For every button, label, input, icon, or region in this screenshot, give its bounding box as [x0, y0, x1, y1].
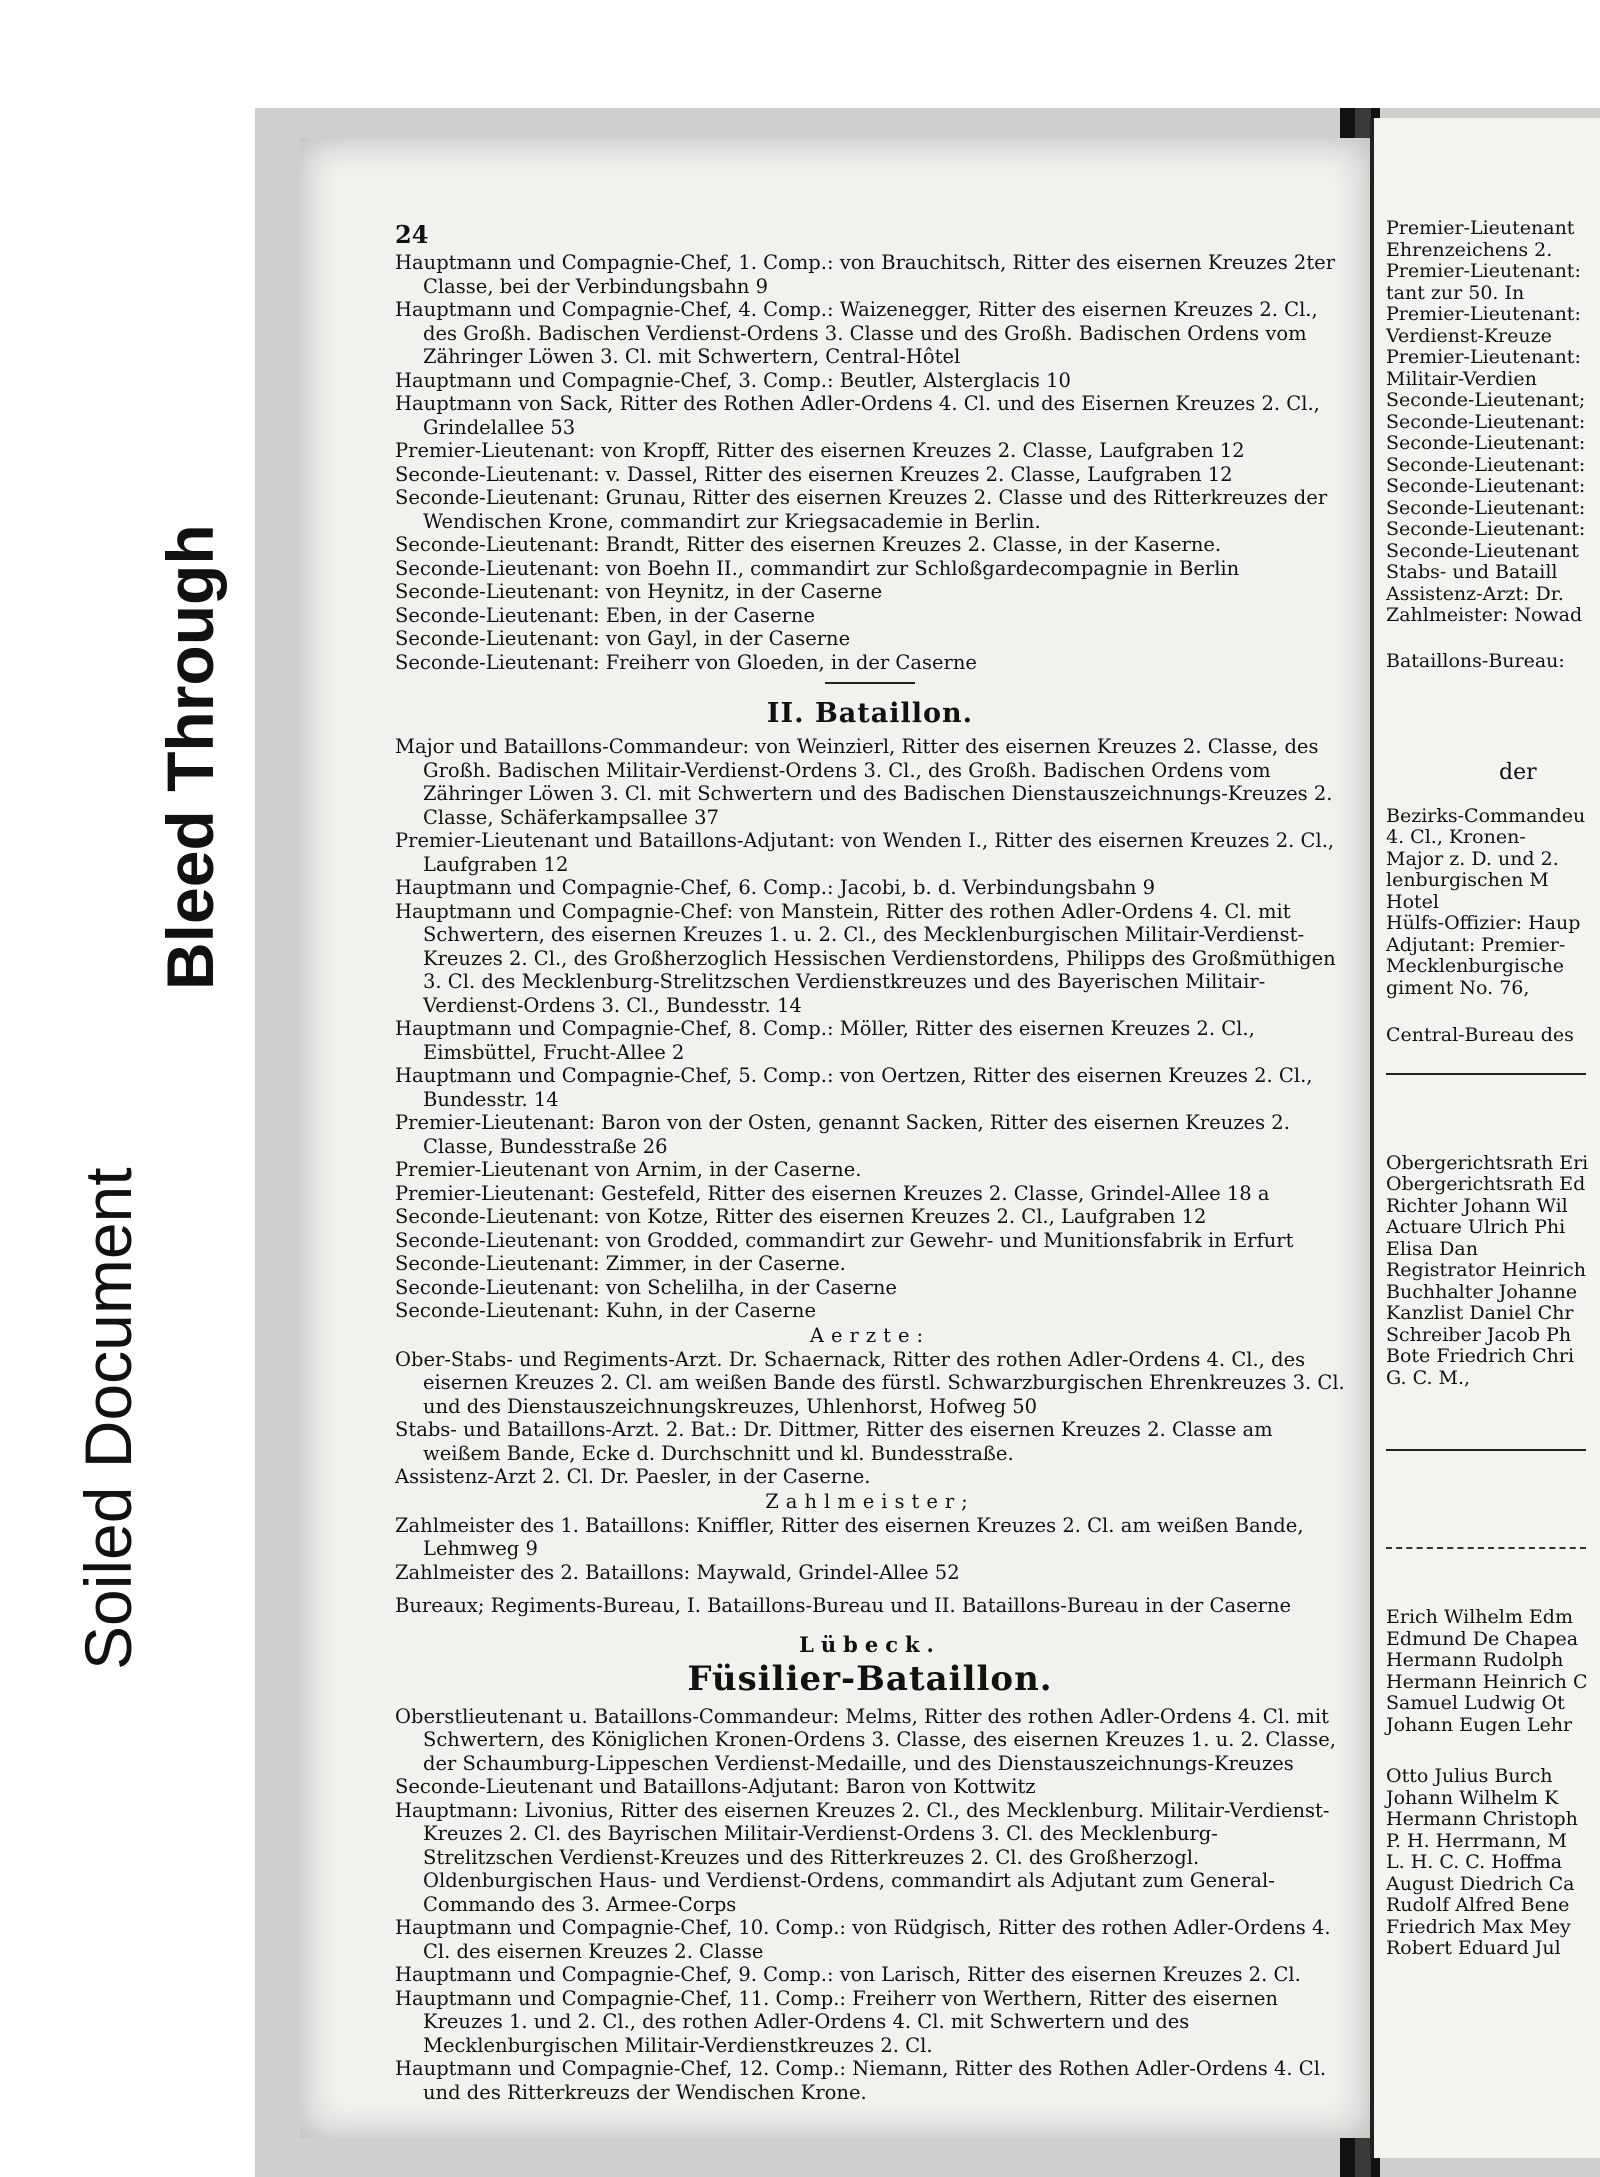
right-line: Buchhalter Johanne [1386, 1280, 1578, 1303]
right-line: Rudolf Alfred Bene [1386, 1894, 1570, 1916]
right-bataillons-bureau: Bataillons-Bureau: [1386, 649, 1565, 672]
right-dashed-rule [1386, 1547, 1586, 1549]
entry-line: Hauptmann und Compagnie-Chef, 6. Comp.: Jacobi, b. d. Verbindungsbahn 9 [395, 876, 1156, 899]
entry-line: Seconde-Lieutenant: Kuhn, in der Caserne [395, 1299, 817, 1322]
right-line: Adjutant: Premier- [1386, 933, 1566, 956]
bureau-line: Bureaux; Regiments-Bureau, I. Bataillons-Bureau und II. Bataillons-Bureau in der Caserne [395, 1594, 1292, 1617]
right-line: G. C. M., [1386, 1366, 1471, 1389]
section-fuesilier-officers [395, 1705, 1345, 2105]
entry-line: Hauptmann und Compagnie-Chef, 3. Comp.: Beutler, Alsterglacis 10 [395, 368, 1071, 392]
entry-line: Hauptmann und Compagnie-Chef, 12. Comp.: Niemann, Ritter des Rothen Adler-Ordens 4. Cl. und des Ritterkreuzs der Wendischen Krone. [395, 2057, 1327, 2104]
right-line: Mecklenburgische [1386, 955, 1565, 977]
entry-line: Stabs- und Bataillons-Arzt. 2. Bat.: Dr. Dittmer, Ritter des eisernen Kreuzes 2. Classe am weißem Bande, Ecke d. Durchschnitt und kl. Bundesstraße. [395, 1418, 1273, 1465]
page-number: 24 [395, 220, 429, 249]
right-line: Assistenz-Arzt: Dr. [1386, 582, 1564, 605]
right-line: Bote Friedrich Chri [1386, 1345, 1575, 1367]
right-line: Friedrich Max Mey [1386, 1915, 1571, 1938]
side-labels [70, 430, 227, 1670]
entry-line: Seconde-Lieutenant: von Kotze, Ritter des eisernen Kreuzes 2. Cl., Laufgraben 12 [395, 1205, 1207, 1228]
right-line: August Diedrich Ca [1386, 1872, 1575, 1895]
section-aerzte [395, 1348, 1345, 1489]
right-line: Seconde-Lieutenant; [1386, 389, 1586, 411]
entry-line: Ober-Stabs- und Regiments-Arzt. Dr. Schaernack, Ritter des rothen Adler-Ordens 4. Cl., des eisernen Kreuzes 2. Cl. am weißen Bande des fürstl. Schwarzburgischen Ehrenkreuzes 3. Cl. und des Dienstauszeichnungskreuzes, Uhlenhorst, Hofweg 50 [395, 1347, 1345, 1418]
right-line: Kanzlist Daniel Chr [1386, 1302, 1574, 1324]
heading-aerzte: Aerzte: [809, 1323, 931, 1347]
heading-bataillon: II. Bataillon. [766, 698, 974, 729]
right-line: Seconde-Lieutenant: [1386, 518, 1586, 540]
entry-line: Hauptmann und Compagnie-Chef, 9. Comp.: von Larisch, Ritter des eisernen Kreuzes 2. Cl. [395, 1963, 1301, 1986]
entry-line: Seconde-Lieutenant: von Gayl, in der Caserne [395, 627, 851, 650]
entry-line: Hauptmann und Compagnie-Chef: von Manstein, Ritter des rothen Adler-Ordens 4. Cl. mit Schwertern, des eisernen Kreuzes 1. u. 2. Cl., des Mecklenburgischen Militair-Verdienst-Kreuzes 2. Cl., des Großherzoglich Hessischen Verdienstordens, Philipps des Großmüthigen 3. Cl. des Mecklenburg-Strelitzschen Verdienstkreuzes und des Bayerischen Militair-Verdienst-Ordens 3. Cl., Bundesstr. 14 [395, 899, 1336, 1017]
right-block-names-2 [1374, 1766, 1600, 1960]
right-line: Major z. D. und 2. [1386, 847, 1559, 870]
right-rule-1 [1386, 1073, 1586, 1075]
right-line: L. H. C. C. Hoffma [1386, 1851, 1563, 1873]
right-block-bezirk [1374, 806, 1600, 1000]
right-line: 4. Cl., Kronen- [1386, 826, 1526, 848]
right-line: Robert Eduard Jul [1386, 1937, 1561, 1959]
left-page-text [395, 220, 1345, 2104]
right-line: Samuel Ludwig Ot [1386, 1692, 1565, 1714]
entry-line: Seconde-Lieutenant: von Schelilha, in der Caserne [395, 1275, 897, 1299]
heading-zahlmeister: Zahlmeister; [765, 1489, 975, 1513]
right-line: Hülfs-Offizier: Haup [1386, 912, 1581, 934]
right-line: Seconde-Lieutenant: [1386, 432, 1586, 454]
right-line: giment No. 76, [1386, 976, 1530, 999]
entry-line: Seconde-Lieutenant: Eben, in der Caserne [395, 603, 816, 627]
right-line: Obergerichtsrath Ed [1386, 1173, 1586, 1195]
right-line: Obergerichtsrath Eri [1386, 1151, 1589, 1174]
right-line: P. H. Herrmann, M [1386, 1829, 1567, 1852]
section-company-officers [395, 251, 1345, 674]
section-bataillon-officers [395, 735, 1345, 1323]
right-line: Seconde-Lieutenant: [1386, 475, 1586, 497]
section-zahlmeister [395, 1514, 1345, 1585]
right-line: Otto Julius Burch [1386, 1765, 1553, 1787]
entry-line: Seconde-Lieutenant: von Heynitz, in der Caserne [395, 580, 883, 603]
right-line: Erich Wilhelm Edm [1386, 1606, 1573, 1628]
right-der: der [1499, 760, 1537, 785]
soiled-document-label: Soiled Document [71, 1167, 145, 1670]
right-line: Seconde-Lieutenant: [1386, 453, 1586, 476]
entry-line: Premier-Lieutenant von Arnim, in der Caserne. [395, 1158, 862, 1181]
entry-line: Premier-Lieutenant: Gestefeld, Ritter des eisernen Kreuzes 2. Classe, Grindel-Allee 18 a [395, 1181, 1270, 1205]
right-line: Johann Wilhelm K [1386, 1786, 1559, 1809]
left-page [300, 138, 1370, 2138]
right-line: Premier-Lieutenant: [1386, 346, 1581, 368]
entry-line: Assistenz-Arzt 2. Cl. Dr. Paesler, in der Caserne. [395, 1465, 871, 1488]
right-line: Militair-Verdien [1386, 367, 1537, 390]
entry-line: Seconde-Lieutenant: Zimmer, in der Caserne. [395, 1252, 846, 1275]
entry-line: Hauptmann und Compagnie-Chef, 10. Comp.: von Rüdgisch, Ritter des rothen Adler-Ordens 4. Cl. des eisernen Kreuzes 2. Classe [395, 1916, 1331, 1963]
entry-line: Hauptmann und Compagnie-Chef, 11. Comp.: Freiherr von Werthern, Ritter des eisernen Kreuzes 1. und 2. Cl., des rothen Adler-Ordens 4. Cl. mit Schwertern und des Mecklenburgischen Militair-Verdienstkreuzes 2. Cl. [395, 1986, 1278, 2057]
entry-line: Seconde-Lieutenant: von Grodded, commandirt zur Gewehr- und Munitionsfabrik in Erfurt [395, 1228, 1294, 1252]
entry-line: Premier-Lieutenant: Baron von der Osten, genannt Sacken, Ritter des eisernen Kreuzes 2. Classe, Bundesstraße 26 [395, 1111, 1290, 1158]
entry-line: Premier-Lieutenant und Bataillons-Adjutant: von Wenden I., Ritter des eisernen Kreuzes 2. Cl., Laufgraben 12 [395, 829, 1335, 876]
right-line: Hermann Rudolph [1386, 1649, 1564, 1671]
right-rule-2 [1386, 1449, 1586, 1451]
entry-line: Hauptmann von Sack, Ritter des Rothen Adler-Ordens 4. Cl. und des Eisernen Kreuzes 2. Cl., Grindelallee 53 [395, 392, 1320, 439]
right-line: Bezirks-Commandeu [1386, 804, 1586, 827]
right-line: Edmund De Chapea [1386, 1627, 1579, 1650]
right-line: Johann Eugen Lehr [1386, 1713, 1573, 1736]
right-line: Ehrenzeichens 2. [1386, 238, 1553, 261]
right-block-names-1 [1374, 1607, 1600, 1736]
right-line: Premier-Lieutenant [1386, 217, 1575, 239]
right-line: Seconde-Lieutenant [1386, 539, 1579, 562]
entry-line: Oberstlieutenant u. Bataillons-Commandeur: Melms, Ritter des rothen Adler-Ordens 4. Cl. mit Schwertern, des Königlichen Kronen-Ordens 3. Classe, des eisernen Kreuzes 1. u. 2. Classe, der Schaumburg-Lippeschen Verdienst-Medaille, und des Dienstauszeichnungs-Kreuzes [395, 1704, 1336, 1775]
right-line: Stabs- und Bataill [1386, 561, 1558, 583]
book-scan [255, 108, 1600, 2177]
entry-line: Premier-Lieutenant: von Kropff, Ritter des eisernen Kreuzes 2. Classe, Laufgraben 12 [395, 439, 1245, 462]
entry-line: Hauptmann und Compagnie-Chef, 8. Comp.: Möller, Ritter des eisernen Kreuzes 2. Cl., Eimsbüttel, Frucht-Allee 2 [395, 1017, 1255, 1064]
entry-line: Hauptmann und Compagnie-Chef, 1. Comp.: von Brauchitsch, Ritter des eisernen Kreuzes 2ter Classe, bei der Verbindungsbahn 9 [395, 251, 1336, 298]
right-line: Premier-Lieutenant: [1386, 260, 1581, 282]
right-block-officers [1374, 218, 1600, 627]
right-line: Actuare Ulrich Phi [1386, 1216, 1566, 1238]
city-heading: Lübeck. [799, 1631, 941, 1657]
right-line: Zahlmeister: Nowad [1386, 604, 1583, 626]
right-line: Seconde-Lieutenant: [1386, 496, 1586, 519]
right-line: Hotel [1386, 890, 1439, 913]
entry-line: Seconde-Lieutenant: Freiherr von Gloeden, in der Caserne [395, 650, 977, 674]
right-line: Premier-Lieutenant: [1386, 303, 1581, 325]
right-line: Hermann Heinrich C [1386, 1670, 1588, 1693]
entry-line: Seconde-Lieutenant: Brandt, Ritter des eisernen Kreuzes 2. Classe, in der Kaserne. [395, 533, 1222, 556]
bleed-through-label: Bleed Through [153, 524, 227, 990]
entry-line: Hauptmann: Livonius, Ritter des eisernen Kreuzes 2. Cl., des Mecklenburg. Militair-Verdienst-Kreuzes 2. Cl. des Bayrischen Militair-Verdienst-Ordens 3. Cl. des Mecklenburg-Strelitzschen Verdienst-Kreuzes und des Ritterkreuzes 2. Cl. des Großherzogl. Oldenburgischen Haus- und Verdienst-Ordens, commandirt als Adjutant zum General-Commando des 3. Armee-Corps [395, 1798, 1330, 1916]
right-central-bureau: Central-Bureau des [1386, 1024, 1574, 1046]
right-line: lenburgischen M [1386, 869, 1549, 891]
entry-line: Zahlmeister des 2. Bataillons: Maywald, Grindel-Allee 52 [395, 1560, 960, 1584]
right-line: Schreiber Jacob Ph [1386, 1323, 1572, 1346]
right-block-gericht [1374, 1153, 1600, 1390]
entry-line: Zahlmeister des 1. Bataillons: Kniffler, Ritter des eisernen Kreuzes 2. Cl. am weißen Bande, Lehmweg 9 [395, 1513, 1304, 1560]
entry-line: Seconde-Lieutenant und Bataillons-Adjutant: Baron von Kottwitz [395, 1775, 1036, 1798]
right-line: Seconde-Lieutenant: [1386, 410, 1586, 433]
section-divider [825, 682, 915, 684]
entry-line: Seconde-Lieutenant: v. Dassel, Ritter des eisernen Kreuzes 2. Classe, Laufgraben 12 [395, 462, 1233, 486]
entry-line: Seconde-Lieutenant: Grunau, Ritter des eisernen Kreuzes 2. Classe und des Ritterkreuzes der Wendischen Krone, commandirt zur Kriegsacademie in Berlin. [395, 486, 1328, 533]
heading-fuesilier: Füsilier-Bataillon. [687, 1658, 1053, 1699]
right-line: Registrator Heinrich [1386, 1259, 1586, 1281]
entry-line: Hauptmann und Compagnie-Chef, 5. Comp.: von Oertzen, Ritter des eisernen Kreuzes 2. Cl., Bundesstr. 14 [395, 1064, 1313, 1111]
entry-line: Seconde-Lieutenant: von Boehn II., commandirt zur Schloßgardecompagnie in Berlin [395, 556, 1240, 580]
right-line: Hermann Christoph [1386, 1808, 1578, 1830]
entry-line: Major und Bataillons-Commandeur: von Weinzierl, Ritter des eisernen Kreuzes 2. Classe, des Großh. Badischen Militair-Verdienst-Ordens 3. Cl., des Großh. Badischen Ordens vom Zähringer Löwen 3. Cl. mit Schwertern und des Badischen Dienstauszeichnungs-Kreuzes 2. Classe, Schäferkampsallee 37 [395, 735, 1333, 829]
entry-line: Hauptmann und Compagnie-Chef, 4. Comp.: Waizenegger, Ritter des eisernen Kreuzes 2. Cl., des Großh. Badischen Verdienst-Ordens 3. Classe und des Großh. Badischen Ordens vom Zähringer Löwen 3. Cl. mit Schwertern, Central-Hôtel [395, 298, 1318, 368]
right-page-fragment [1370, 118, 1600, 2158]
right-line: Elisa Dan [1386, 1237, 1478, 1260]
right-line: Verdienst-Kreuze [1386, 324, 1552, 347]
right-line: Richter Johann Wil [1386, 1194, 1568, 1217]
right-line: tant zur 50. In [1386, 281, 1525, 304]
